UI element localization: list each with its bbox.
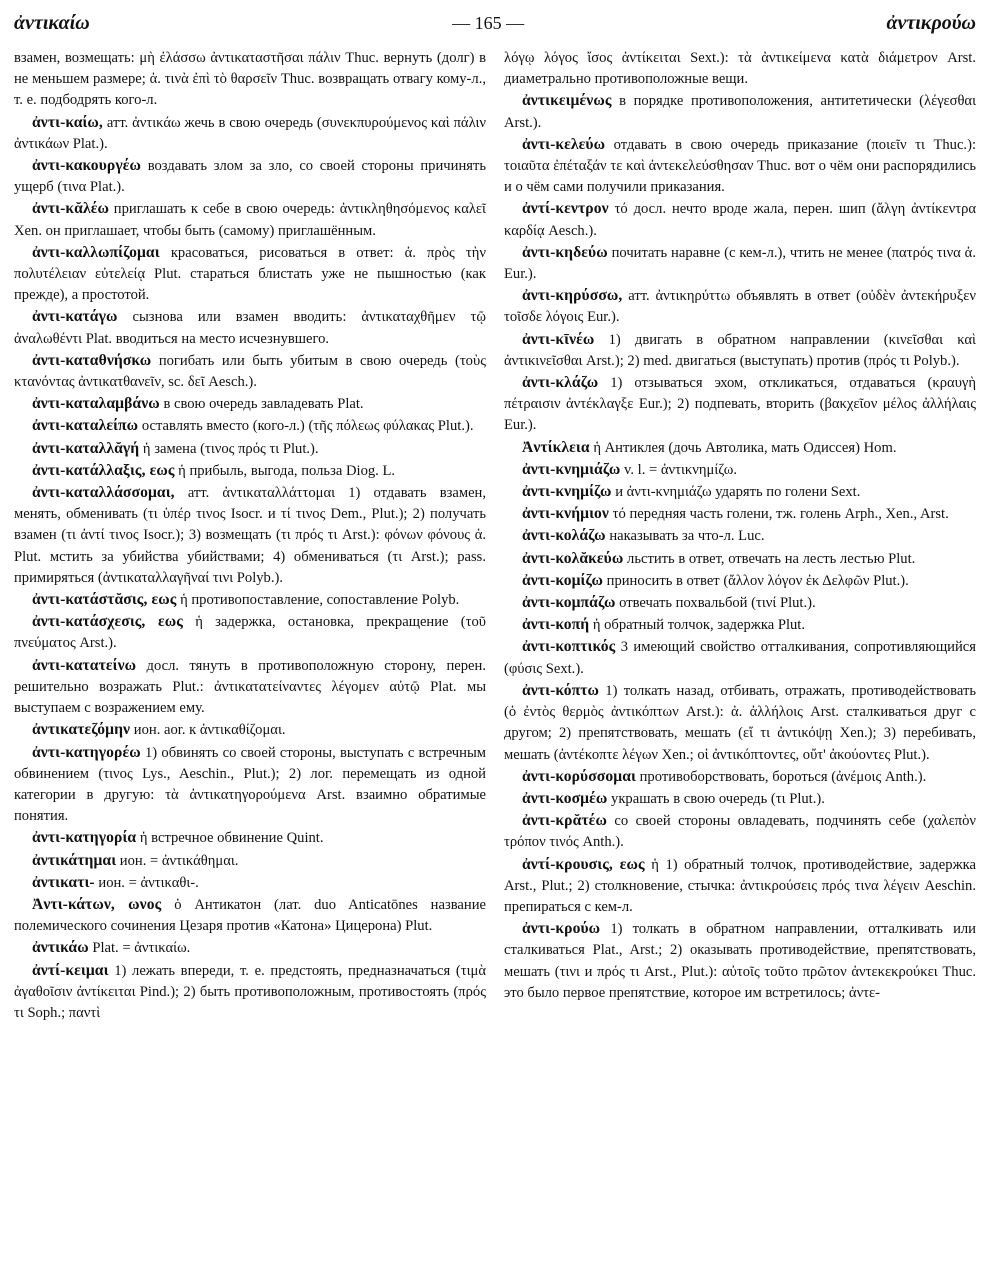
entry-headword: ἀντι-κᾰλέω xyxy=(32,200,109,218)
entry-headword: ἀντι-κόπτω xyxy=(522,681,600,699)
entry-headword: ἀντι-καταλλάσσομαι, xyxy=(32,484,175,502)
entry-headword: ἀντι-καταθνήσκω xyxy=(32,351,152,369)
dictionary-entry xyxy=(504,810,976,853)
entry-definition: τό досл. нечто вроде жала, перен. шип (ἄλγη ἀντίκεντρα καρδίᾳ Aesch.). xyxy=(504,201,976,239)
entry-headword: Ἀντίκλεια xyxy=(522,438,590,456)
entry-headword: ἀντί-κεντρον xyxy=(522,200,609,218)
entry-definition: ион. aor. к ἀντικαθίζομαι. xyxy=(133,722,286,739)
entry-definition: ион. = ἀντικάθημαι. xyxy=(119,852,239,869)
dictionary-entry xyxy=(14,589,486,611)
dictionary-entry xyxy=(504,198,976,241)
entry-headword: ἀντι-κορύσσομαι xyxy=(522,767,636,785)
entry-definition: ἡ задержка, остановка, прекращение (τοῦ πνεύματος Arst.). xyxy=(14,614,487,652)
entry-definition: ἡ противопоставление, сопоставление Polyb. xyxy=(180,592,460,609)
columns xyxy=(14,48,976,1024)
entry-definition: погибать или быть убитым в свою очередь (τοὺς κτανόντας ἀντικατθανεῖν, sc. δεῖ Aesch.). xyxy=(14,352,486,391)
entry-definition: в свою очередь завладевать Plat. xyxy=(163,396,364,413)
entry-definition: 3 имеющий свойство отталкивания, сопротивляющийся (φύσις Sext.). xyxy=(504,639,976,677)
dictionary-entry xyxy=(504,525,976,547)
entry-headword: Ἀντι-κάτων, ωνος xyxy=(32,895,162,913)
entry-headword: ἀντι-κολᾰκεύω xyxy=(522,549,624,567)
entry-headword: ἀντι-καταλείπω xyxy=(32,417,139,435)
dictionary-entry xyxy=(504,503,976,525)
entry-definition: почитать наравне (с кем-л.), чтить не менее (πατρός τινα ἀ. Eur.). xyxy=(504,244,976,283)
entry-headword: ἀντι-κνημίζω xyxy=(522,483,612,501)
entry-definition: отдавать в свою очередь приказание (ποιεῖν τι Thuc.): τοιαῦτα ἐπέταξάν τε καὶ ἀντεκελεύσθησαν Thuc. вот о чём они распорядились и о чём сами получили приказания. xyxy=(504,136,976,196)
entry-definition: τό передняя часть голени, тж. голень Arph., Xen., Arst. xyxy=(612,506,949,523)
entry-definition: наказывать за что-л. Luc. xyxy=(609,528,765,545)
dictionary-entry xyxy=(504,285,976,328)
entry-definition: v. l. = ἀντικνημίζω. xyxy=(624,461,738,478)
entry-headword: ἀντί-κειμαι xyxy=(32,961,109,979)
entry-definition: со своей стороны овладевать, подчинять себе (χαλεπὸν τρόπον τινός Anth.). xyxy=(504,813,976,851)
dictionary-entry xyxy=(14,460,486,482)
dictionary-entry xyxy=(14,242,486,307)
dictionary-entry xyxy=(504,459,976,481)
entry-headword: ἀντι-κηρύσσω, xyxy=(522,287,623,305)
dictionary-entry xyxy=(14,155,486,198)
dictionary-entry xyxy=(504,680,976,766)
entry-headword: ἀντι-κατηγορία xyxy=(32,829,137,847)
entry-headword: ἀντι-κατατείνω xyxy=(32,656,137,674)
entry-definition: льстить в ответ, отвечать на лесть лестью Plut. xyxy=(627,550,916,567)
entry-headword: ἀντι-κατάλλαξις, εως xyxy=(32,461,175,479)
page-number: — 165 — xyxy=(452,13,525,33)
entry-headword: ἀντι-κατάγω xyxy=(32,308,118,326)
entry-headword: ἀντι-κοπτικός xyxy=(522,638,616,656)
entry-definition: 1) двигать в обратном направлении (κινεῖσθαι καὶ ἀντικινεῖσθαι Arst.); 2) med. двигаться (выступать) против (πρός τι Polyb.). xyxy=(504,331,976,369)
entry-definition: 1) толкать в обратном направлении, отталкивать или сталкиваться Plat., Arst.; 2) оказывать противодействие, препятствовать, мешать (τινι и πρός τι Arst., Plut.): αὐτοῖς τοῦτο πρῶτον ἀντεκεκρούκει Thuc. это было первое препятствие, которое им встретилось; ἀντε- xyxy=(504,921,976,1001)
entry-definition: 1) отзываться эхом, откликаться, отдаваться (κραυγὴ πέτραισιν ἀντέκλαγξε Eur.); 2) подпевать, вторить (βακχεῖον μέλος ἀλλήλαις Eur.). xyxy=(504,375,976,434)
entry-headword: ἀντικάτημαι xyxy=(32,851,117,869)
dictionary-entry xyxy=(504,918,976,1004)
entry-definition: украшать в свою очередь (τι Plut.). xyxy=(611,790,825,807)
entry-headword: ἀντί-κρουσις, εως xyxy=(522,855,645,873)
entry-headword: ἀντικατι- xyxy=(32,873,95,891)
right-column xyxy=(504,48,976,1024)
dictionary-entry xyxy=(504,548,976,570)
entry-definition: 1) лежать впереди, т. е. предстоять, предназначаться (τιμὰ ἀγαθοῖσιν ἀντίκειται Pind.); 2) быть противоположным, противостоять (πρός τι Soph.; παντὶ xyxy=(14,962,486,1021)
entry-definition: 1) обвинять со своей стороны, выступать с встречным обвинением (τινος Lys., Aeschin., Plut.); 2) лог. перемещать из одной категории в другую: τὰ ἀντικατηγορούμενα Arst. взаимно обратимые понятия. xyxy=(14,744,486,825)
dictionary-entry xyxy=(14,937,486,959)
entry-headword: ἀντι-καλλωπίζομαι xyxy=(32,243,160,261)
dictionary-entry xyxy=(504,90,976,133)
dictionary-entry xyxy=(504,437,976,459)
dictionary-entry xyxy=(14,48,486,112)
dictionary-entry xyxy=(504,788,976,810)
entry-headword: ἀντικάω xyxy=(32,939,89,957)
dictionary-entry xyxy=(14,894,486,937)
entry-headword: ἀντι-κατάστᾰσις, εως xyxy=(32,591,177,609)
entry-definition: атт. ἀντικαταλλάττομαι 1) отдавать взамен, менять, обменивать (τι ὑπέρ τινος Isocr. и τί τινος Dem., Plut.); 2) получать взамен (τι ἀντί τινος Isocr.); 3) возмещать (τι πρός τι Arst.): φόνων φόνους ἀ. Plut. мстить за убийства убийствами; 4) обмениваться (τι Arst.); pass. примиряться (ἀντικαταλλαγῆναί τινι Polyb.). xyxy=(14,485,486,586)
dictionary-entry xyxy=(504,134,976,199)
entry-headword: ἀντι-κλάζω xyxy=(522,374,599,392)
entry-definition: атт. ἀντικάω жечь в свою очередь (συνεκπυρούμενος καὶ πάλιν ἀντικάων Plat.). xyxy=(14,114,486,152)
entry-headword: ἀντικατεζόμην xyxy=(32,721,131,739)
entry-definition: ἡ обратный толчок, задержка Plut. xyxy=(592,617,805,634)
dictionary-entry xyxy=(504,854,976,919)
entry-headword: ἀντι-καταλαμβάνω xyxy=(32,395,160,413)
dictionary-entry xyxy=(504,592,976,614)
entry-headword: ἀντι-κνήμιον xyxy=(522,505,610,523)
dictionary-entry xyxy=(14,827,486,849)
entry-definition: ὁ Антикатон (лат. duo Anticatōnes название полемического сочинения Цезаря против «Катона» Цицерона) Plut. xyxy=(14,896,487,935)
dictionary-entry xyxy=(504,636,976,679)
dictionary-entry xyxy=(14,742,486,828)
entry-headword: ἀντι-κρούω xyxy=(522,920,601,938)
entry-definition: ἡ встречное обвинение Quint. xyxy=(139,830,324,847)
entry-headword: ἀντι-κῑνέω xyxy=(522,330,595,348)
entry-headword: ἀντι-κοπή xyxy=(522,616,590,634)
entry-definition: ион. = ἀντικαθι-. xyxy=(98,874,199,891)
header-left-headword: ἀντικαίω xyxy=(14,12,90,34)
entry-headword: ἀντι-καταλλᾰγή xyxy=(32,439,140,457)
entry-headword: ἀντι-κελεύω xyxy=(522,135,606,153)
entry-definition: отвечать похвальбой (τινί Plut.). xyxy=(619,595,816,612)
dictionary-entry xyxy=(504,242,976,285)
dictionary-entry xyxy=(14,719,486,741)
dictionary-entry xyxy=(504,614,976,636)
entry-definition: λόγῳ λόγος ἴσος ἀντίκειται Sext.): τὰ ἀντικείμενα κατὰ διάμετρον Arst. диаметрально противоположные вещи. xyxy=(504,50,976,88)
entry-headword: ἀντι-κομπάζω xyxy=(522,594,616,612)
entry-headword: ἀντι-κοσμέω xyxy=(522,789,608,807)
entry-headword: ἀντι-κατηγορέω xyxy=(32,743,141,761)
left-column xyxy=(14,48,486,1024)
entry-definition: красоваться, рисоваться в ответ: ἀ. πρὸς τὴν πολυτέλειαν εὐτελείᾳ Plut. стараться блистать уже не пышностью (как прежде), а простотой. xyxy=(14,244,486,304)
entry-definition: ἡ Антиклея (дочь Автолика, мать Одиссея) Hom. xyxy=(593,439,897,456)
dictionary-entry xyxy=(14,438,486,460)
entry-headword: ἀντι-καίω, xyxy=(32,113,103,131)
entry-definition: приглашать к себе в свою очередь: ἀντικληθησόμενος καλεῖ Xen. он приглашает, чтобы быть (самому) приглашённым. xyxy=(14,201,486,239)
entry-definition: приносить в ответ (ἄλλον λόγον ἐκ Δελφῶν Plut.). xyxy=(606,572,909,589)
dictionary-entry xyxy=(14,415,486,437)
entry-definition: взамен, возмещать: μὴ ἐλάσσω ἀντικαταστῆσαι πάλιν Thuc. вернуть (долг) в не меньшем размере; ἀ. τινὰ ἐπὶ τὸ θαρσεῖν Thuc. возвращать отвагу кому-л., т. е. подбодрять кого-л. xyxy=(14,50,486,109)
header-right-headword: ἀντικρούω xyxy=(886,12,976,34)
dictionary-entry xyxy=(14,655,486,720)
dictionary-entry xyxy=(14,960,486,1025)
entry-definition: атт. ἀντικηρύττω объявлять в ответ (οὐδὲν ἀντεκήρυξεν τοῖσδε λόγοις Eur.). xyxy=(504,288,976,326)
dictionary-entry xyxy=(14,611,486,654)
entry-definition: оставлять вместо (кого-л.) (τῆς πόλεως φύλακας Plut.). xyxy=(141,418,474,435)
dictionary-entry xyxy=(14,198,486,241)
entry-headword: ἀντικειμένως xyxy=(522,92,612,110)
dictionary-entry xyxy=(14,306,486,349)
page-header xyxy=(14,12,976,42)
dictionary-entry xyxy=(504,570,976,592)
entry-headword: ἀντι-κολάζω xyxy=(522,527,606,545)
dictionary-entry xyxy=(14,482,486,589)
entry-definition: досл. тянуть в противоположную сторону, перен. решительно возражать Plut.: ἀντικατατείναντες λέγομεν αὐτῷ Plat. мы выступаем с возражением ему. xyxy=(14,657,486,717)
entry-definition: и ἀντι-κνημιάζω ударять по голени Sext. xyxy=(615,484,861,501)
entry-definition: противоборствовать, бороться (ἀνέμοις Anth.). xyxy=(639,768,927,785)
dictionary-entry xyxy=(14,350,486,393)
entry-definition: воздавать злом за зло, со своей стороны причинять ущерб (τινα Plat.). xyxy=(14,158,486,196)
dictionary-entry xyxy=(504,481,976,503)
dictionary-entry xyxy=(14,872,486,894)
dictionary-entry xyxy=(504,372,976,437)
entry-headword: ἀντι-κατάσχεσις, εως xyxy=(32,613,183,631)
dictionary-entry xyxy=(504,48,976,90)
entry-headword: ἀντι-κομίζω xyxy=(522,571,603,589)
entry-definition: ἡ 1) обратный толчок, противодействие, задержка Arst., Plut.; 2) столкновение, стычка: ἀντικρούσεις πρός τινα λέγειν Aeschin. препираться с кем-л. xyxy=(504,856,977,915)
entry-definition: 1) толкать назад, отбивать, отражать, противодействовать (ὁ ἐντὸς θερμὸς ἀντικόπτων Arst.): ἀ. ἀλλήλοις Arst. сталкиваться друг с другом; 2) препятствовать, мешать (εἴ τι ἀντικόψῃ Xen.); 3) перебивать, мешать (ἀντέκοπτε λέγων Xen.; οἱ ἀντικόπτοντες, οὔτ' ἀκούοντες Plut.). xyxy=(504,682,976,763)
entry-definition: Plat. = ἀντικαίω. xyxy=(92,940,191,957)
dictionary-entry xyxy=(504,329,976,372)
entry-definition: ἡ прибыль, выгода, польза Diog. L. xyxy=(178,462,396,479)
dictionary-entry xyxy=(14,393,486,415)
entry-headword: ἀντι-κνημιάζω xyxy=(522,460,621,478)
dictionary-entry xyxy=(14,850,486,872)
entry-headword: ἀντι-κηδεύω xyxy=(522,243,608,261)
entry-definition: сызнова или взамен вводить: ἀντικαταχθῆμεν τῷ ἀναλωθέντι Plat. вводиться на место исчезнувшего. xyxy=(14,309,486,347)
entry-definition: ἡ замена (τινος πρός τι Plut.). xyxy=(142,440,319,457)
dictionary-entry xyxy=(504,766,976,788)
entry-definition: в порядке противоположения, антитетически (λέγεσθαι Arst.). xyxy=(504,93,977,131)
entry-headword: ἀντι-κακουργέω xyxy=(32,157,141,175)
dictionary-entry xyxy=(14,112,486,155)
entry-headword: ἀντι-κρᾰτέω xyxy=(522,812,607,830)
